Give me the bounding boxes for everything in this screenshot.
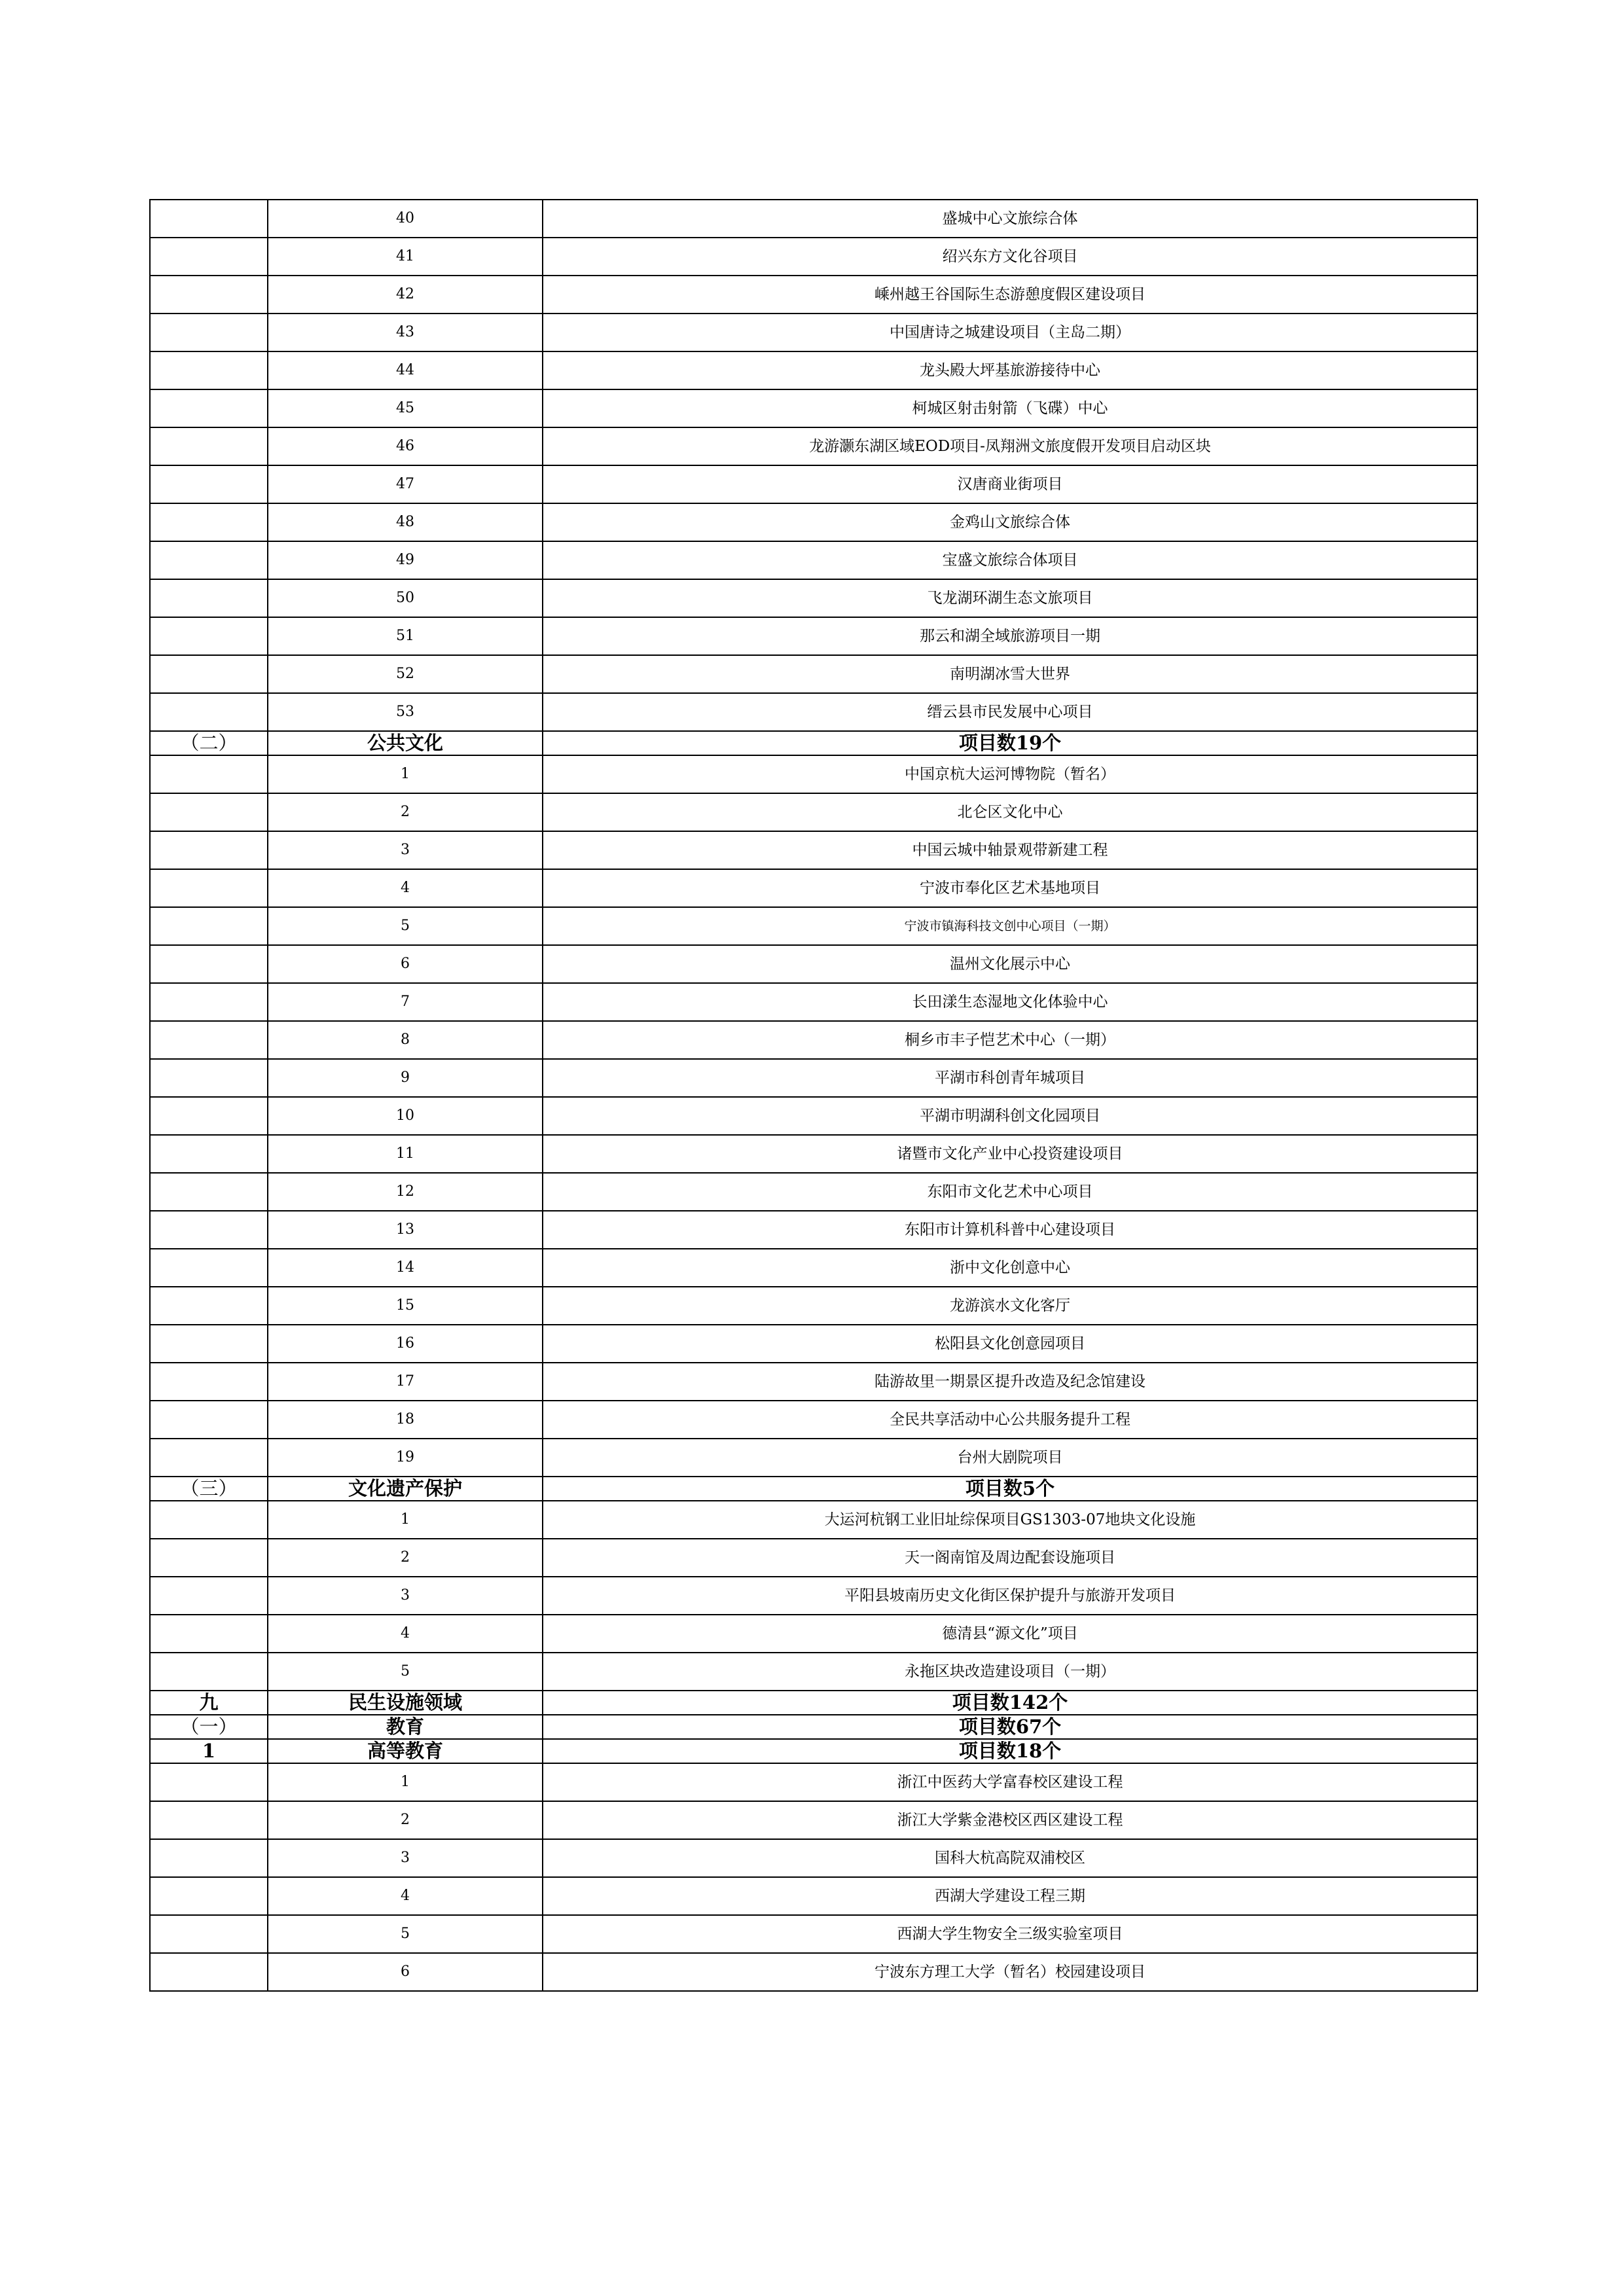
category-cell xyxy=(150,1653,268,1691)
table-row xyxy=(150,1801,1477,1839)
category-cell xyxy=(150,1097,268,1135)
section-title: 教育 xyxy=(268,1715,543,1739)
category-cell xyxy=(150,465,268,503)
category-cell xyxy=(150,1439,268,1477)
item-number: 42 xyxy=(268,276,543,314)
category-cell xyxy=(150,1801,268,1839)
section-count: 项目数5个 xyxy=(543,1477,1477,1501)
category-cell xyxy=(150,1401,268,1439)
table-row xyxy=(150,1249,1477,1287)
table-row xyxy=(150,1763,1477,1801)
category-cell xyxy=(150,1539,268,1577)
project-name: 国科大杭高院双浦校区 xyxy=(543,1839,1477,1877)
item-number: 2 xyxy=(268,793,543,831)
table-row xyxy=(150,755,1477,793)
category-cell xyxy=(150,1059,268,1097)
project-name: 龙游滨水文化客厅 xyxy=(543,1287,1477,1325)
item-number: 9 xyxy=(268,1059,543,1097)
table-row xyxy=(150,579,1477,617)
table-row xyxy=(150,200,1477,238)
item-number: 13 xyxy=(268,1211,543,1249)
category-cell xyxy=(150,579,268,617)
project-name: 龙游灏东湖区域EOD项目-凤翔洲文旅度假开发项目启动区块 xyxy=(543,427,1477,465)
project-name: 飞龙湖环湖生态文旅项目 xyxy=(543,579,1477,617)
table-row xyxy=(150,1021,1477,1059)
project-name: 那云和湖全域旅游项目一期 xyxy=(543,617,1477,655)
category-cell xyxy=(150,1249,268,1287)
category-cell xyxy=(150,655,268,693)
project-name: 绍兴东方文化谷项目 xyxy=(543,238,1477,276)
table-row xyxy=(150,983,1477,1021)
category-cell xyxy=(150,351,268,389)
category-cell xyxy=(150,1915,268,1953)
category-cell xyxy=(150,693,268,731)
table-row xyxy=(150,465,1477,503)
project-name: 中国京杭大运河博物院（暂名） xyxy=(543,755,1477,793)
item-number: 45 xyxy=(268,389,543,427)
item-number: 43 xyxy=(268,314,543,351)
project-name: 宁波市镇海科技文创中心项目（一期） xyxy=(543,907,1477,945)
table-row xyxy=(150,1915,1477,1953)
project-name: 中国唐诗之城建设项目（主岛二期） xyxy=(543,314,1477,351)
section-title: 民生设施领域 xyxy=(268,1691,543,1715)
section-row xyxy=(150,731,1477,755)
table-row xyxy=(150,1325,1477,1363)
section-row xyxy=(150,1477,1477,1501)
item-number: 16 xyxy=(268,1325,543,1363)
table-row xyxy=(150,1287,1477,1325)
project-name: 北仑区文化中心 xyxy=(543,793,1477,831)
item-number: 1 xyxy=(268,1763,543,1801)
section-row xyxy=(150,1691,1477,1715)
project-name: 永拖区块改造建设项目（一期） xyxy=(543,1653,1477,1691)
project-name: 温州文化展示中心 xyxy=(543,945,1477,983)
project-name: 柯城区射击射箭（飞碟）中心 xyxy=(543,389,1477,427)
table-row xyxy=(150,655,1477,693)
table-row xyxy=(150,1877,1477,1915)
section-code: （二） xyxy=(150,731,268,755)
category-cell xyxy=(150,1363,268,1401)
category-cell xyxy=(150,945,268,983)
item-number: 3 xyxy=(268,831,543,869)
item-number: 10 xyxy=(268,1097,543,1135)
category-cell xyxy=(150,1577,268,1615)
item-number: 15 xyxy=(268,1287,543,1325)
item-number: 5 xyxy=(268,1653,543,1691)
category-cell xyxy=(150,1877,268,1915)
table-row xyxy=(150,617,1477,655)
category-cell xyxy=(150,983,268,1021)
category-cell xyxy=(150,200,268,238)
category-cell xyxy=(150,389,268,427)
section-title: 高等教育 xyxy=(268,1739,543,1763)
project-name: 全民共享活动中心公共服务提升工程 xyxy=(543,1401,1477,1439)
item-number: 5 xyxy=(268,907,543,945)
category-cell xyxy=(150,1501,268,1539)
project-name: 德清县“源文化”项目 xyxy=(543,1615,1477,1653)
item-number: 49 xyxy=(268,541,543,579)
project-name: 平湖市科创青年城项目 xyxy=(543,1059,1477,1097)
category-cell xyxy=(150,831,268,869)
item-number: 6 xyxy=(268,1953,543,1991)
project-name: 大运河杭钢工业旧址综保项目GS1303-07地块文化设施 xyxy=(543,1501,1477,1539)
category-cell xyxy=(150,541,268,579)
table-row xyxy=(150,238,1477,276)
item-number: 41 xyxy=(268,238,543,276)
table-row xyxy=(150,1363,1477,1401)
project-name: 诸暨市文化产业中心投资建设项目 xyxy=(543,1135,1477,1173)
project-name: 台州大剧院项目 xyxy=(543,1439,1477,1477)
table-row xyxy=(150,907,1477,945)
category-cell xyxy=(150,1173,268,1211)
item-number: 40 xyxy=(268,200,543,238)
project-name: 南明湖冰雪大世界 xyxy=(543,655,1477,693)
item-number: 53 xyxy=(268,693,543,731)
project-name: 浙中文化创意中心 xyxy=(543,1249,1477,1287)
category-cell xyxy=(150,427,268,465)
item-number: 51 xyxy=(268,617,543,655)
item-number: 47 xyxy=(268,465,543,503)
table-row xyxy=(150,693,1477,731)
section-title: 文化遗产保护 xyxy=(268,1477,543,1501)
section-code: 九 xyxy=(150,1691,268,1715)
project-name: 长田漾生态湿地文化体验中心 xyxy=(543,983,1477,1021)
project-name: 平湖市明湖科创文化园项目 xyxy=(543,1097,1477,1135)
table-row xyxy=(150,1173,1477,1211)
project-name: 汉唐商业街项目 xyxy=(543,465,1477,503)
item-number: 2 xyxy=(268,1801,543,1839)
category-cell xyxy=(150,1325,268,1363)
category-cell xyxy=(150,238,268,276)
item-number: 2 xyxy=(268,1539,543,1577)
category-cell xyxy=(150,869,268,907)
item-number: 46 xyxy=(268,427,543,465)
table-row xyxy=(150,314,1477,351)
table-row xyxy=(150,427,1477,465)
item-number: 8 xyxy=(268,1021,543,1059)
table-row xyxy=(150,1615,1477,1653)
project-name: 浙江中医药大学富春校区建设工程 xyxy=(543,1763,1477,1801)
item-number: 4 xyxy=(268,1877,543,1915)
item-number: 6 xyxy=(268,945,543,983)
project-name: 缙云县市民发展中心项目 xyxy=(543,693,1477,731)
category-cell xyxy=(150,1763,268,1801)
item-number: 50 xyxy=(268,579,543,617)
project-name: 东阳市文化艺术中心项目 xyxy=(543,1173,1477,1211)
category-cell xyxy=(150,276,268,314)
table-row xyxy=(150,1577,1477,1615)
category-cell xyxy=(150,503,268,541)
item-number: 12 xyxy=(268,1173,543,1211)
category-cell xyxy=(150,793,268,831)
table-row xyxy=(150,276,1477,314)
item-number: 4 xyxy=(268,1615,543,1653)
section-count: 项目数142个 xyxy=(543,1691,1477,1715)
project-name: 宁波东方理工大学（暂名）校园建设项目 xyxy=(543,1953,1477,1991)
table-row xyxy=(150,1953,1477,1991)
item-number: 11 xyxy=(268,1135,543,1173)
item-number: 3 xyxy=(268,1839,543,1877)
table-row xyxy=(150,1653,1477,1691)
table-row xyxy=(150,541,1477,579)
project-name: 中国云城中轴景观带新建工程 xyxy=(543,831,1477,869)
category-cell xyxy=(150,1953,268,1991)
table-row xyxy=(150,503,1477,541)
table-row xyxy=(150,945,1477,983)
project-name: 松阳县文化创意园项目 xyxy=(543,1325,1477,1363)
section-row xyxy=(150,1715,1477,1739)
category-cell xyxy=(150,1287,268,1325)
project-name: 桐乡市丰子恺艺术中心（一期） xyxy=(543,1021,1477,1059)
category-cell xyxy=(150,1211,268,1249)
category-cell xyxy=(150,907,268,945)
category-cell xyxy=(150,314,268,351)
project-name: 浙江大学紫金港校区西区建设工程 xyxy=(543,1801,1477,1839)
project-name: 平阳县坡南历史文化街区保护提升与旅游开发项目 xyxy=(543,1577,1477,1615)
project-name: 天一阁南馆及周边配套设施项目 xyxy=(543,1539,1477,1577)
section-title: 公共文化 xyxy=(268,731,543,755)
table-row xyxy=(150,1135,1477,1173)
table-row xyxy=(150,351,1477,389)
item-number: 52 xyxy=(268,655,543,693)
item-number: 17 xyxy=(268,1363,543,1401)
item-number: 19 xyxy=(268,1439,543,1477)
project-name: 东阳市计算机科普中心建设项目 xyxy=(543,1211,1477,1249)
item-number: 5 xyxy=(268,1915,543,1953)
category-cell xyxy=(150,1021,268,1059)
category-cell xyxy=(150,1839,268,1877)
table-row xyxy=(150,1439,1477,1477)
table-row xyxy=(150,831,1477,869)
category-cell xyxy=(150,1615,268,1653)
section-code: （三） xyxy=(150,1477,268,1501)
category-cell xyxy=(150,1135,268,1173)
item-number: 18 xyxy=(268,1401,543,1439)
table-row xyxy=(150,1401,1477,1439)
section-row xyxy=(150,1739,1477,1763)
item-number: 7 xyxy=(268,983,543,1021)
section-code: （一） xyxy=(150,1715,268,1739)
project-name: 陆游故里一期景区提升改造及纪念馆建设 xyxy=(543,1363,1477,1401)
item-number: 44 xyxy=(268,351,543,389)
table-row xyxy=(150,869,1477,907)
item-number: 1 xyxy=(268,1501,543,1539)
section-count: 项目数67个 xyxy=(543,1715,1477,1739)
project-name: 龙头殿大坪基旅游接待中心 xyxy=(543,351,1477,389)
section-count: 项目数19个 xyxy=(543,731,1477,755)
item-number: 1 xyxy=(268,755,543,793)
project-name: 金鸡山文旅综合体 xyxy=(543,503,1477,541)
project-name: 盛城中心文旅综合体 xyxy=(543,200,1477,238)
category-cell xyxy=(150,617,268,655)
item-number: 3 xyxy=(268,1577,543,1615)
item-number: 48 xyxy=(268,503,543,541)
table-row xyxy=(150,793,1477,831)
item-number: 14 xyxy=(268,1249,543,1287)
project-name: 嵊州越王谷国际生态游憩度假区建设项目 xyxy=(543,276,1477,314)
item-number: 4 xyxy=(268,869,543,907)
category-cell xyxy=(150,755,268,793)
project-name: 宁波市奉化区艺术基地项目 xyxy=(543,869,1477,907)
section-count: 项目数18个 xyxy=(543,1739,1477,1763)
project-table xyxy=(149,199,1478,1992)
table-row xyxy=(150,1539,1477,1577)
project-name: 西湖大学生物安全三级实验室项目 xyxy=(543,1915,1477,1953)
section-code: 1 xyxy=(150,1739,268,1763)
project-name: 西湖大学建设工程三期 xyxy=(543,1877,1477,1915)
table-row xyxy=(150,1211,1477,1249)
table-row xyxy=(150,1501,1477,1539)
project-name: 宝盛文旅综合体项目 xyxy=(543,541,1477,579)
table-row xyxy=(150,1059,1477,1097)
table-row xyxy=(150,1839,1477,1877)
table-row xyxy=(150,389,1477,427)
table-row xyxy=(150,1097,1477,1135)
